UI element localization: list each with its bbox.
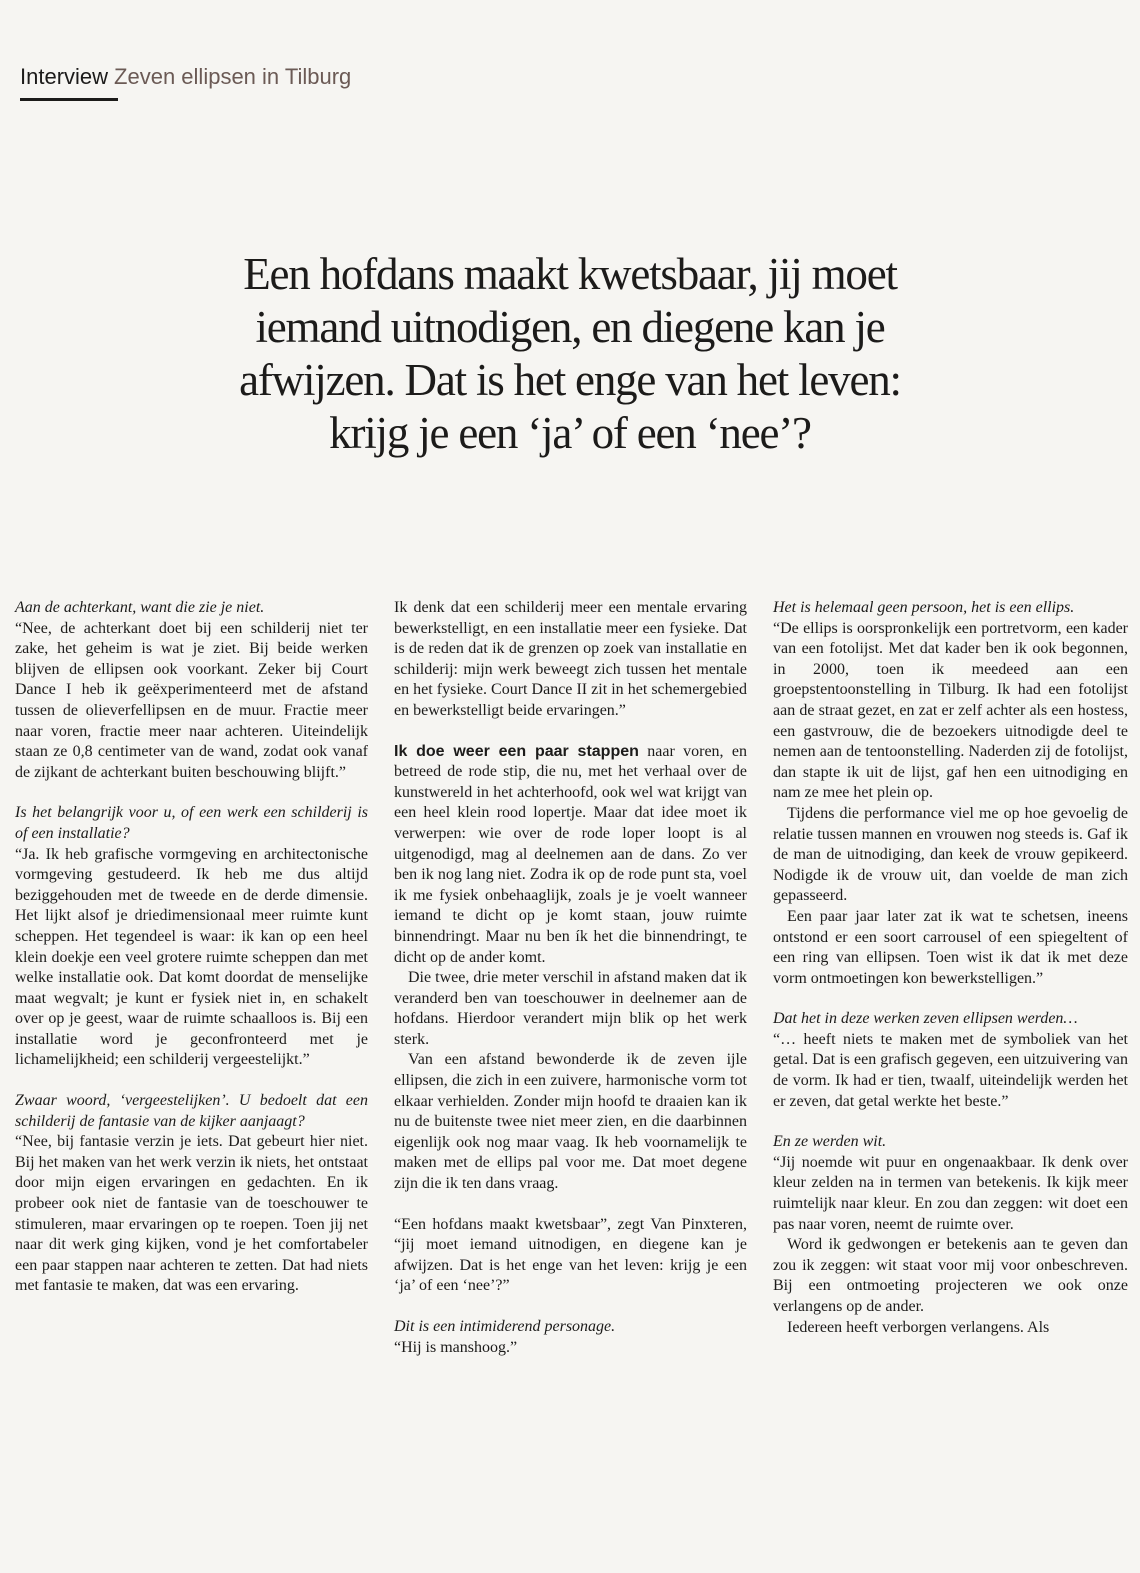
interview-answer: “Hij is manshoog.”	[394, 1338, 518, 1356]
interview-answer: Een paar jaar later zat ik wat te schetsen, ineens ontstond er een soort carrousel of een spiegeltent of een ring van ellipsen. Toen wist ik dat ik met deze vorm ontmoetingen kon bewerkstelligen.”	[773, 907, 1128, 987]
interview-answer: “Nee, de achterkant doet bij een schilderij niet ter zake, het geheim is wat je ziet. Bij beide werken blijven de ellipsen ook voorkant. Zeker bij Court Dance I heb ik geëxperimenteerd met de afstand tussen de olieverfellipsen en de muur. Fractie meer naar voren, fractie meer naar achteren. Uiteindelijk staan ze 0,8 centimeter van de wand, zodat ook vanaf de zijkant de achterkant buiten beschouwing blijft.”	[15, 619, 368, 781]
pull-quote	[200, 248, 940, 460]
interview-answer: “Ja. Ik heb grafische vormgeving en architectonische vormgeving gestudeerd. Ik heb me dus altijd beziggehouden met de tweede en de derde dimensie. Het lijkt alsof je driedimensionaal meer ruimte kunt scheppen. Het tegendeel is waar: ik kan op een heel klein doekje een veel grotere ruimte scheppen dan met welke installatie ook. Dat komt doordat de menselijke maat wegvalt; je kunt er fysiek niet in, en schakelt over op je geest, waar de ruimte schaalloos is. Bij een installatie word je geconfronteerd met je lichamelijkheid; een schilderij vergeestelijkt.”	[15, 845, 368, 1069]
body-paragraph: Ik doe weer een paar stappen naar voren, en betreed de rode stip, die nu, met het verhaal over de kunstwereld in het achterhoofd, ook wel wat krijgt van een heel klein rood lopertje. Maar dat idee moet ik verwerpen: wie over de rode loper loopt is al uitgenodigd, mag al deelnemen aan de dans. Zo ver ben ik nog lang niet. Zodra ik op de rode punt sta, voel ik me fysiek onbehaaglijk, zoals je je voelt wanneer iemand te dicht op je komt staan, jouw ruimte binnendringt. Maar nu ben ík het die binnendringt, te dicht op de ander komt.	[394, 742, 747, 966]
article-title: Zeven ellipsen in Tilburg	[114, 64, 352, 89]
column-3	[773, 598, 1128, 1338]
body-paragraph: “Een hofdans maakt kwetsbaar”, zegt Van Pinxteren, “jij moet iemand uitnodigen, en diegene kan je afwijzen. Dat is het enge van het leven: krijg je een ‘ja’ of een ‘nee’?”	[394, 1215, 747, 1295]
interview-answer: “Jij noemde wit puur en ongenaakbaar. Ik denk over kleur zelden na in termen van betekenis. Ik kijk meer ruimtelijk naar kleur. En zou dan zeggen: wit doet een pas naar voren, neemt de ruimte over.	[773, 1153, 1128, 1233]
body-paragraph: Van een afstand bewonderde ik de zeven ijle ellipsen, die zich in een zuivere, harmonische vorm tot elkaar verhielden. Zonder mijn hoofd te draaien kan ik nu de buitenste twee niet meer zien, en die daarbinnen eigenlijk ook nog maar vaag. Ik heb voornamelijk te maken met de ellips pal voor me. Dat moet degene zijn die ik ten dans vraag.	[394, 1051, 747, 1193]
body-paragraph: Ik denk dat een schilderij meer een mentale ervaring bewerkstelligt, en een installatie meer een fysieke. Dat is de reden dat ik de grenzen op zoek van installatie en schilderij: mijn werk beweegt zich tussen het mentale en het fysieke. Court Dance II zit in het schemergebied en bewerkstelligt beide ervaringen.”	[394, 599, 747, 719]
pull-quote-line: afwijzen. Dat is het enge van het leven:	[239, 355, 901, 405]
article-header	[20, 62, 351, 92]
interview-answer: Word ik gedwongen er betekenis aan te geven dan zou ik zeggen: wit staat voor mij voor onbeschreven. Bij een ontmoeting projecteren we ook onze verlangens op de ander.	[773, 1236, 1128, 1315]
interview-answer: “… heeft niets te maken met de symboliek van het getal. Dat is een grafisch gegeven, een uitzuivering van de vorm. Ik had er tien, twaalf, uiteindelijk werden het er zeven, dat getal werkte het beste.”	[773, 1030, 1128, 1110]
interview-question: Is het belangrijk voor u, of een werk een schilderij is of een installatie?	[15, 804, 368, 842]
interview-question: Het is helemaal geen persoon, het is een ellips.	[773, 599, 1075, 616]
interview-question: Dit is een intimiderend personage.	[394, 1318, 616, 1335]
interview-question: En ze werden wit.	[773, 1133, 887, 1151]
interview-answer: Tijdens die performance viel me op hoe gevoelig de relatie tussen mannen en vrouwen nog steeds is. Gaf ik de man de uitnodiging, dan keek de vrouw gepikeerd. Nodigde ik de vrouw uit, dan voelde de man zich gepasseerd.	[773, 804, 1128, 905]
header-rule	[20, 98, 118, 101]
interview-question: Dat het in deze werken zeven ellipsen werden…	[773, 1010, 1078, 1028]
interview-answer: “De ellips is oorspronkelijk een portretvorm, een kader van een fotolijst. Met dat kader ben ik ook begonnen, in 2000, toen ik meedeed aan een groepstentoonstelling in Tilburg. Ik had een fotolijst aan de straat gezet, en zat er zelf achter als een hostess, een gastvrouw, die de bezoekers uitnodigde deel te nemen aan de tentoonstelling. Naderden zij de fotolijst, dan stapte ik uit de lijst, gaf hen een uitnodiging en nam ze mee het plein op.	[773, 619, 1128, 802]
interview-answer: Iedereen heeft verborgen verlangens. Als	[787, 1318, 1050, 1336]
interview-question: Zwaar woord, ‘vergeestelijken’. U bedoelt dat een schilderij de fantasie van de kijker aanjaagt?	[15, 1092, 368, 1130]
body-paragraph: Die twee, drie meter verschil in afstand maken dat ik veranderd ben van toeschouwer in deelnemer aan de hofdans. Hierdoor verandert mijn blik op het werk sterk.	[394, 969, 747, 1048]
interview-question: Aan de achterkant, want die zie je niet.	[15, 599, 265, 616]
pull-quote-line: krijg je een ‘ja’ of een ‘nee’?	[329, 408, 811, 458]
interview-answer: “Nee, bij fantasie verzin je iets. Dat gebeurt hier niet. Bij het maken van het werk verzin ik niets, het ontstaat door mijn eigen ervaringen en gedachten. En ik probeer ook niet de fantasie van de toeschouwer te stimuleren, maar ervaringen op te roepen. Toen jij net naar dit werk ging kijken, vond je het comfortabeler een paar stappen naar achteren te zetten. Dat had niets met fantasie te maken, dat was een ervaring.	[15, 1133, 368, 1295]
column-2	[394, 598, 747, 1358]
column-1	[15, 598, 368, 1297]
lead-in: Ik doe weer een paar stappen	[394, 742, 639, 760]
pull-quote-line: iemand uitnodigen, en diegene kan je	[255, 302, 885, 352]
section-label: Interview	[20, 64, 109, 89]
pull-quote-line: Een hofdans maakt kwetsbaar, jij moet	[243, 249, 897, 299]
